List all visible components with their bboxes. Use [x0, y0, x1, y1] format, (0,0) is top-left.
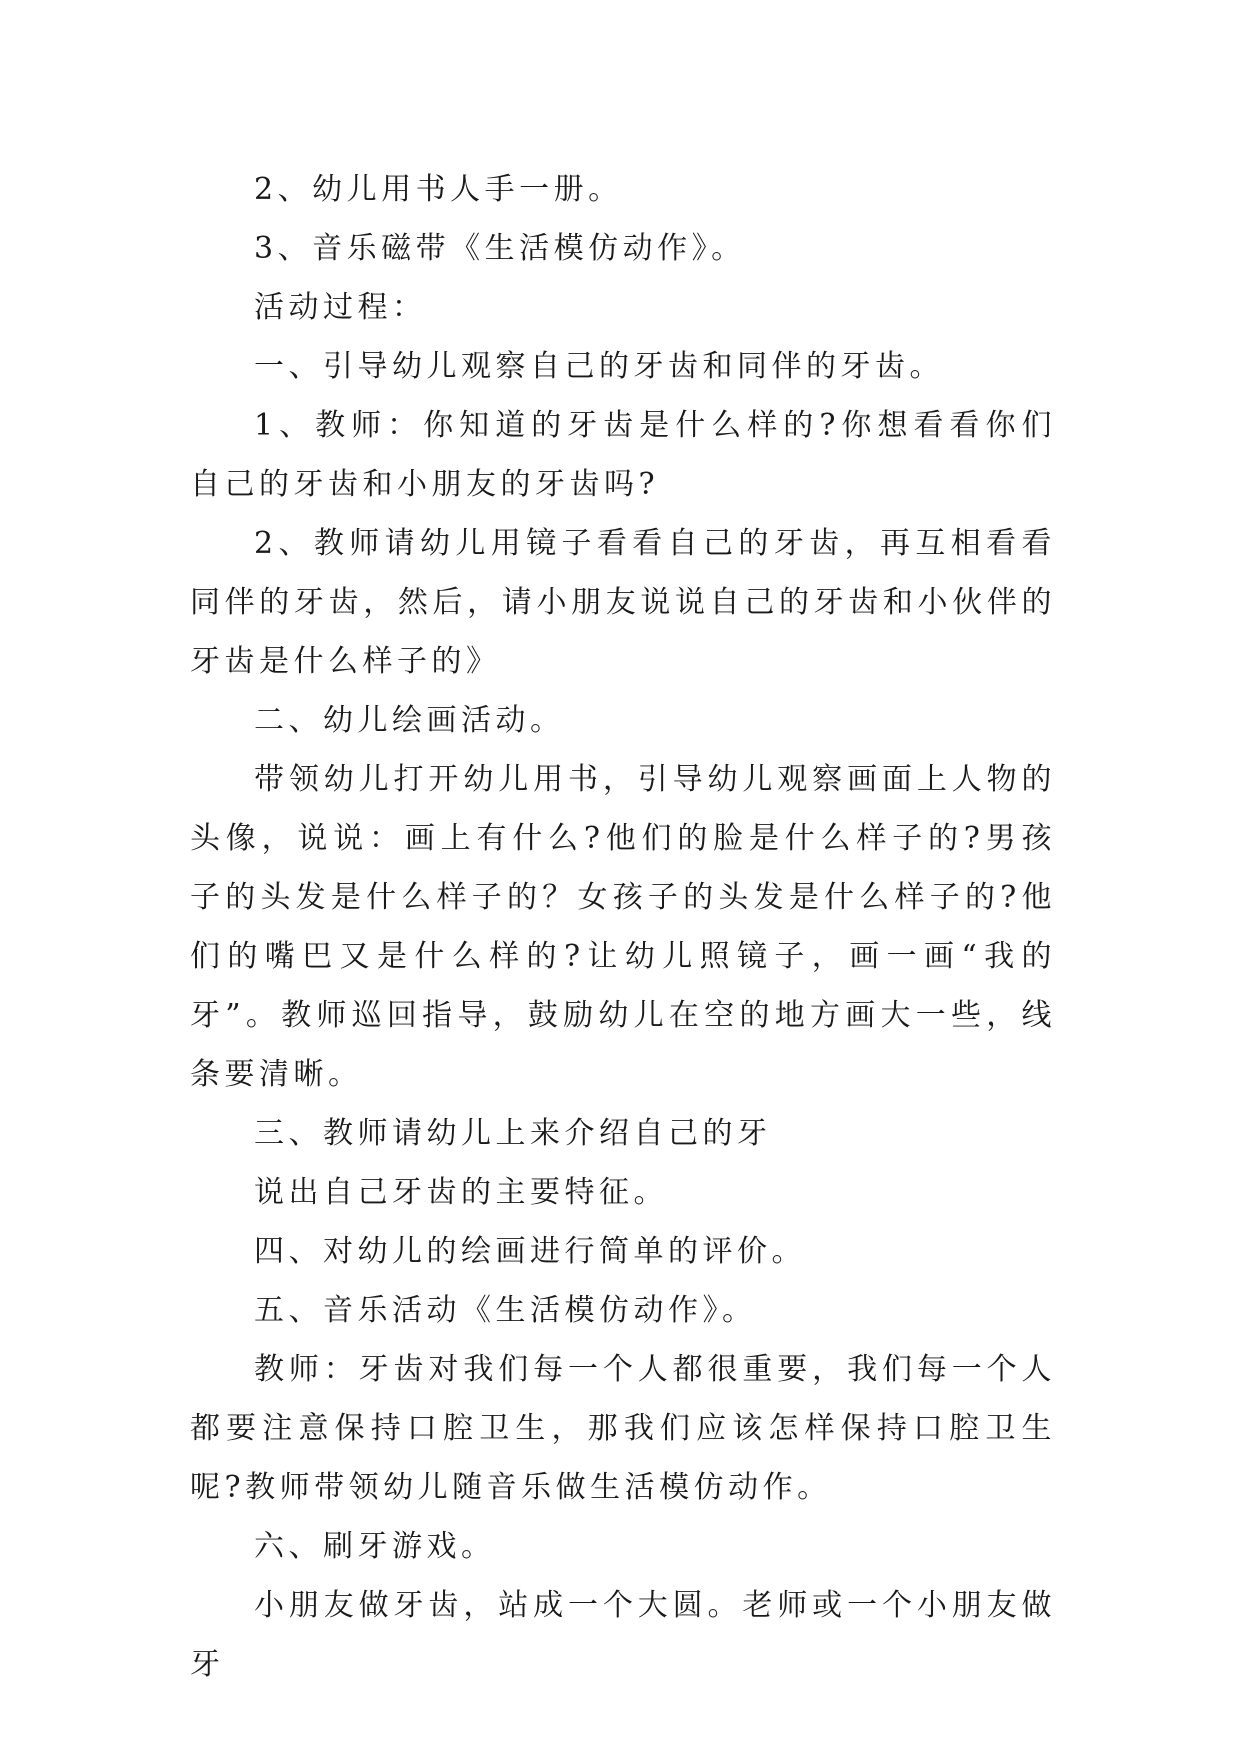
- paragraph-step-3: 说出自己牙齿的主要特征。: [254, 1175, 668, 1210]
- paragraph-materials-2: 2、幼儿用书人手一册。: [254, 172, 623, 207]
- section-heading-process: 活动过程：: [254, 290, 427, 325]
- step-heading-5: 五、音乐活动《生活模仿动作》。: [254, 1293, 757, 1328]
- step-heading-1: 一、引导幼儿观察自己的牙齿和同伴的牙齿。: [254, 349, 944, 384]
- paragraph-step-6: 小朋友做牙齿，站成一个大圆。老师或一个小朋友做牙: [190, 1588, 1056, 1682]
- step-heading-3: 三、教师请幼儿上来介绍自己的牙: [254, 1116, 772, 1151]
- paragraph-step-1-2: 2、教师请幼儿用镜子看看自己的牙齿，再互相看看同伴的牙齿，然后，请小朋友说说自己的牙齿和小伙伴的牙齿是什么样子的》: [190, 526, 1056, 679]
- paragraph-step-5: 教师：牙齿对我们每一个人都很重要，我们每一个人都要注意保持口腔卫生，那我们应该怎样保持口腔卫生呢?教师带领幼儿随音乐做生活模仿动作。: [190, 1352, 1056, 1505]
- paragraph-materials-3: 3、音乐磁带《生活模仿动作》。: [254, 231, 746, 266]
- paragraph-step-1-1: 1、教师：你知道的牙齿是什么样的?你想看看你们自己的牙齿和小朋友的牙齿吗?: [190, 408, 1056, 502]
- step-heading-4: 四、对幼儿的绘画进行简单的评价。: [254, 1234, 806, 1269]
- step-heading-6: 六、刷牙游戏。: [254, 1529, 496, 1564]
- paragraph-step-2: 带领幼儿打开幼儿用书，引导幼儿观察画面上人物的头像，说说：画上有什么?他们的脸是什么样子的?男孩子的头发是什么样子的？女孩子的头发是什么样子的?他们的嘴巴又是什么样的?让幼儿照镜子，画一画“我的牙”。教师巡回指导，鼓励幼儿在空的地方画大一些，线条要清晰。: [190, 762, 1056, 1092]
- document-body: [190, 160, 1056, 1694]
- step-heading-2: 二、幼儿绘画活动。: [254, 703, 565, 738]
